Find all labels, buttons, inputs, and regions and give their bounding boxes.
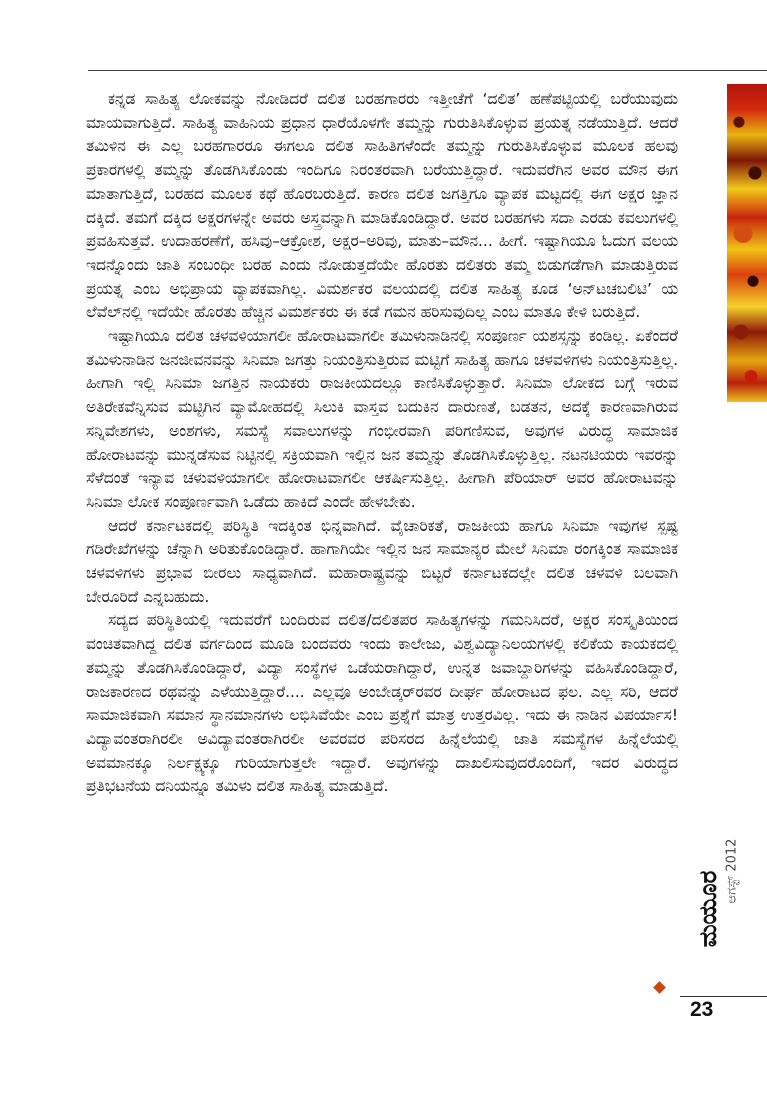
- magazine-title-text: ಮಯೂರ: [694, 870, 722, 948]
- bottom-rule: [680, 996, 767, 997]
- article-paragraph-4: ಸದ್ಯದ ಪರಿಸ್ಥಿತಿಯಲ್ಲಿ ಇದುವರೆಗೆ ಬಂದಿರುವ ದಲಿತ/ದಲಿತಪರ ಸಾಹಿತ್ಯಗಳನ್ನು ಗಮನಿಸಿದರೆ, ಅಕ್ಷರ ಸಂಸ್ಕೃತಿಯಿಂದ ವಂಚಿತವಾಗಿದ್ದ ದಲಿತ ವರ್ಗದಿಂದ ಮೂಡಿ ಬಂದವರು ಇಂದು ಕಾಲೇಜು, ವಿಶ್ವವಿದ್ಯಾನಿಲಯಗಳಲ್ಲಿ ಕಲಿಕೆಯ ಕಾಯಕದಲ್ಲಿ ತಮ್ಮನ್ನು ತೊಡಗಿಸಿಕೊಂಡಿದ್ದಾರೆ, ವಿದ್ಯಾ ಸಂಸ್ಥೆಗಳ ಒಡೆಯರಾಗಿದ್ದಾರೆ, ಉನ್ನತ ಜವಾಬ್ದಾರಿಗಳನ್ನು ವಹಿಸಿಕೊಂಡಿದ್ದಾರೆ, ರಾಜಕಾರಣದ ರಥವನ್ನು ಎಳೆಯುತ್ತಿದ್ದಾರೆ.... ಎಲ್ಲವೂ ಅಂಬೇಡ್ಕರ್‌ರವರ ದೀರ್ಘ ಹೋರಾಟದ ಫಲ. ಎಲ್ಲ ಸರಿ, ಆದರೆ ಸಾಮಾಜಿಕವಾಗಿ ಸಮಾನ ಸ್ಥಾನಮಾನಗಳು ಲಭಿಸಿವೆಯೇ ಎಂಬ ಪ್ರಶ್ನೆಗೆ ಮಾತ್ರ ಉತ್ತರವಿಲ್ಲ. ಇದು ಈ ನಾಡಿನ ವಿಪರ್ಯಾಸ! ವಿದ್ಯಾವಂತರಾಗಿರಲೀ ಅವಿದ್ಯಾವಂತರಾಗಿರಲೀ ಅವರವರ ಪರಿಸರದ ಹಿನ್ನೆಲೆಯಲ್ಲಿ ಜಾತಿ ಸಮಸ್ಯೆಗಳ ಹಿನ್ನೆಲೆಯಲ್ಲಿ ಅವಮಾನಕ್ಕೂ ನಿರ್ಲಕ್ಷ್ಯಕ್ಕೂ ಗುರಿಯಾಗುತ್ತಲೇ ಇದ್ದಾರೆ. ಅವುಗಳನ್ನು ದಾಖಲಿಸುವುದರೊಂದಿಗೆ, ಇದರ ವಿರುದ್ಧದ ಪ್ರತಿಭಟನೆಯ ದನಿಯನ್ನೂ ತಮಿಳು ದಲಿತ ಸಾಹಿತ್ಯ ಮಾಡುತ್ತಿದೆ.: [86, 611, 678, 796]
- article-body: [86, 88, 678, 799]
- diamond-ornament-icon: [653, 981, 666, 994]
- article-paragraph-1: ಕನ್ನಡ ಸಾಹಿತ್ಯ ಲೋಕವನ್ನು ನೋಡಿದರೆ ದಲಿತ ಬರಹಗಾರರು ಇತ್ತೀಚೆಗೆ ‘ದಲಿತ’ ಹಣೆಪಟ್ಟಿಯಲ್ಲಿ ಬರೆಯುವುದು ಮಾಯವಾಗುತ್ತಿದೆ. ಸಾಹಿತ್ಯ ವಾಹಿನಿಯ ಪ್ರಧಾನ ಧಾರೆಯೊಳಗೇ ತಮ್ಮನ್ನು ಗುರುತಿಸಿಕೊಳ್ಳುವ ಪ್ರಯತ್ನ ನಡೆಯುತ್ತಿದೆ. ಆದರೆ ತಮಿಳಿನ ಈ ಎಲ್ಲ ಬರಹಗಾರರೂ ಈಗಲೂ ದಲಿತ ಸಾಹಿತಿಗಳೆಂದೇ ತಮ್ಮನ್ನು ಗುರುತಿಸಿಕೊಳ್ಳುವ ಮೂಲಕ ಹಲವು ಪ್ರಕಾರಗಳಲ್ಲಿ ತಮ್ಮನ್ನು ತೊಡಗಿಸಿಕೊಂಡು ಇಂದಿಗೂ ನಿರಂತರವಾಗಿ ಬರೆಯುತ್ತಿದ್ದಾರೆ. ಇದುವರೆಗಿನ ಅವರ ಮೌನ ಈಗ ಮಾತಾಗುತ್ತಿದೆ, ಬರಹದ ಮೂಲಕ ಕಥೆ ಹೊರಬರುತ್ತಿದೆ. ಕಾರಣ ದಲಿತ ಜಗತ್ತಿಗೂ ವ್ಯಾಪಕ ಮಟ್ಟದಲ್ಲಿ ಈಗ ಅಕ್ಷರ ಜ್ಞಾನ ದಕ್ಕಿದೆ. ತಮಗೆ ದಕ್ಕಿದ ಅಕ್ಷರಗಳನ್ನೇ ಅವರು ಅಸ್ತ್ರವನ್ನಾಗಿ ಮಾಡಿಕೊಂಡಿದ್ದಾರೆ. ಅವರ ಬರಹಗಳು ಸದಾ ಎರಡು ಕವಲುಗಳಲ್ಲಿ ಪ್ರವಹಿಸುತ್ತವೆ. ಉದಾಹರಣೆಗೆ, ಹಸಿವು–ಆಕ್ರೋಶ, ಅಕ್ಷರ–ಅರಿವು, ಮಾತು–ಮೌನ... ಹೀಗೆ. ಇಷ್ಟಾಗಿಯೂ ಓದುಗ ವಲಯ ಇದನ್ನೊಂದು ಜಾತಿ ಸಂಬಂಧೀ ಬರಹ ಎಂದು ನೋಡುತ್ತದೆಯೇ ಹೊರತು ದಲಿತರು ತಮ್ಮ ಬಿಡುಗಡೆಗಾಗಿ ಮಾಡುತ್ತಿರುವ ಪ್ರಯತ್ನ ಎಂಬ ಅಭಿಪ್ರಾಯ ವ್ಯಾಪಕವಾಗಿಲ್ಲ. ವಿಮರ್ಶಕರ ವಲಯದಲ್ಲಿ ದಲಿತ ಸಾಹಿತ್ಯ ಕೂಡ ‘ಅನ್‌ಟಚಬಲಿಟಿ’ ಯ ಲೆವೆಲ್‌ನಲ್ಲಿ ಇದೆಯೇ ಹೊರತು ಹೆಚ್ಚಿನ ವಿಮರ್ಶಕರು ಈ ಕಡೆ ಗಮನ ಹರಿಸುವುದಿಲ್ಲ ಎಂಬ ಮಾತೂ ಕೇಳಿ ಬರುತ್ತಿದೆ.: [86, 90, 678, 322]
- page-number: 23: [690, 998, 714, 1021]
- decorative-art-strip: [727, 84, 767, 402]
- top-rule: [88, 70, 767, 71]
- magazine-title: [694, 832, 722, 986]
- article-paragraph-2: ಇಷ್ಟಾಗಿಯೂ ದಲಿತ ಚಳವಳಿಯಾಗಲೀ ಹೋರಾಟವಾಗಲೀ ತಮಿಳುನಾಡಿನಲ್ಲಿ ಸಂಪೂರ್ಣ ಯಶಸ್ಸನ್ನು ಕಂಡಿಲ್ಲ. ಏಕೆಂದರೆ ತಮಿಳುನಾಡಿನ ಜನಜೀವನವನ್ನು ಸಿನಿಮಾ ಜಗತ್ತು ನಿಯಂತ್ರಿಸುತ್ತಿರುವ ಮಟ್ಟಿಗೆ ಸಾಹಿತ್ಯ ಹಾಗೂ ಚಳವಳಿಗಳು ನಿಯಂತ್ರಿಸುತ್ತಿಲ್ಲ. ಹೀಗಾಗಿ ಇಲ್ಲಿ ಸಿನಿಮಾ ಜಗತ್ತಿನ ನಾಯಕರು ರಾಜಕೀಯದಲ್ಲೂ ಕಾಣಿಸಿಕೊಳ್ಳುತ್ತಾರೆ. ಸಿನಿಮಾ ಲೋಕದ ಬಗ್ಗೆ ಇರುವ ಅತಿರೇಕವೆನ್ನಿಸುವ ಮಟ್ಟಿಗಿನ ವ್ಯಾಮೋಹದಲ್ಲಿ ಸಿಲುಕಿ ವಾಸ್ತವ ಬದುಕಿನ ದಾರುಣತೆ, ಬಡತನ, ಅದಕ್ಕೆ ಕಾರಣವಾಗಿರುವ ಸನ್ನಿವೇಶಗಳು, ಅಂಶಗಳು, ಸಮಸ್ಯೆ ಸವಾಲುಗಳನ್ನು ಗಂಭೀರವಾಗಿ ಪರಿಗಣಿಸುವ, ಅವುಗಳ ವಿರುದ್ಧ ಸಾಮಾಜಿಕ ಹೋರಾಟವನ್ನು ಮುನ್ನಡೆಸುವ ನಿಟ್ಟಿನಲ್ಲಿ ಸಕ್ರಿಯವಾಗಿ ಇಲ್ಲಿನ ಜನ ತಮ್ಮನ್ನು ತೊಡಗಿಸಿಕೊಳ್ಳುತ್ತಿಲ್ಲ. ನಟನಟಿಯರು ಇವರನ್ನು ಸೆಳೆದಂತೆ ಇನ್ಯಾವ ಚಳುವಳಿಯಾಗಲೀ ಹೋರಾಟವಾಗಲೀ ಆಕರ್ಷಿಸುತ್ತಿಲ್ಲ. ಹೀಗಾಗಿ ಪೆರಿಯಾರ್ ಅವರ ಹೋರಾಟವನ್ನು ಸಿನಿಮಾ ಲೋಕ ಸಂಪೂರ್ಣವಾಗಿ ಒಡೆದು ಹಾಕಿದೆ ಎಂದೇ ಹೇಳಬೇಕು.: [86, 327, 678, 511]
- article-paragraph-3: ಆದರೆ ಕರ್ನಾಟಕದಲ್ಲಿ ಪರಿಸ್ಥಿತಿ ಇದಕ್ಕಿಂತ ಭಿನ್ನವಾಗಿದೆ. ವೈಚಾರಿಕತೆ, ರಾಜಕೀಯ ಹಾಗೂ ಸಿನಿಮಾ ಇವುಗಳ ಸ್ಪಷ್ಟ ಗಡಿರೇಖೆಗಳನ್ನು ಚೆನ್ನಾಗಿ ಅರಿತುಕೊಂಡಿದ್ದಾರೆ. ಹಾಗಾಗಿಯೇ ಇಲ್ಲಿನ ಜನ ಸಾಮಾನ್ಯರ ಮೇಲೆ ಸಿನಿಮಾ ರಂಗಕ್ಕಿಂತ ಸಾಮಾಜಿಕ ಚಳವಳಿಗಳು ಪ್ರಭಾವ ಬೀರಲು ಸಾಧ್ಯವಾಗಿದೆ. ಮಹಾರಾಷ್ಟ್ರವನ್ನು ಬಿಟ್ಟರೆ ಕರ್ನಾಟಕದಲ್ಲೇ ದಲಿತ ಚಳವಳಿ ಬಲವಾಗಿ ಬೇರೂರಿದೆ ಎನ್ನಬಹುದು.: [86, 516, 678, 606]
- issue-date: [722, 806, 742, 936]
- issue-date-text: ಆಗಸ್ಟ್ 2012: [724, 838, 740, 904]
